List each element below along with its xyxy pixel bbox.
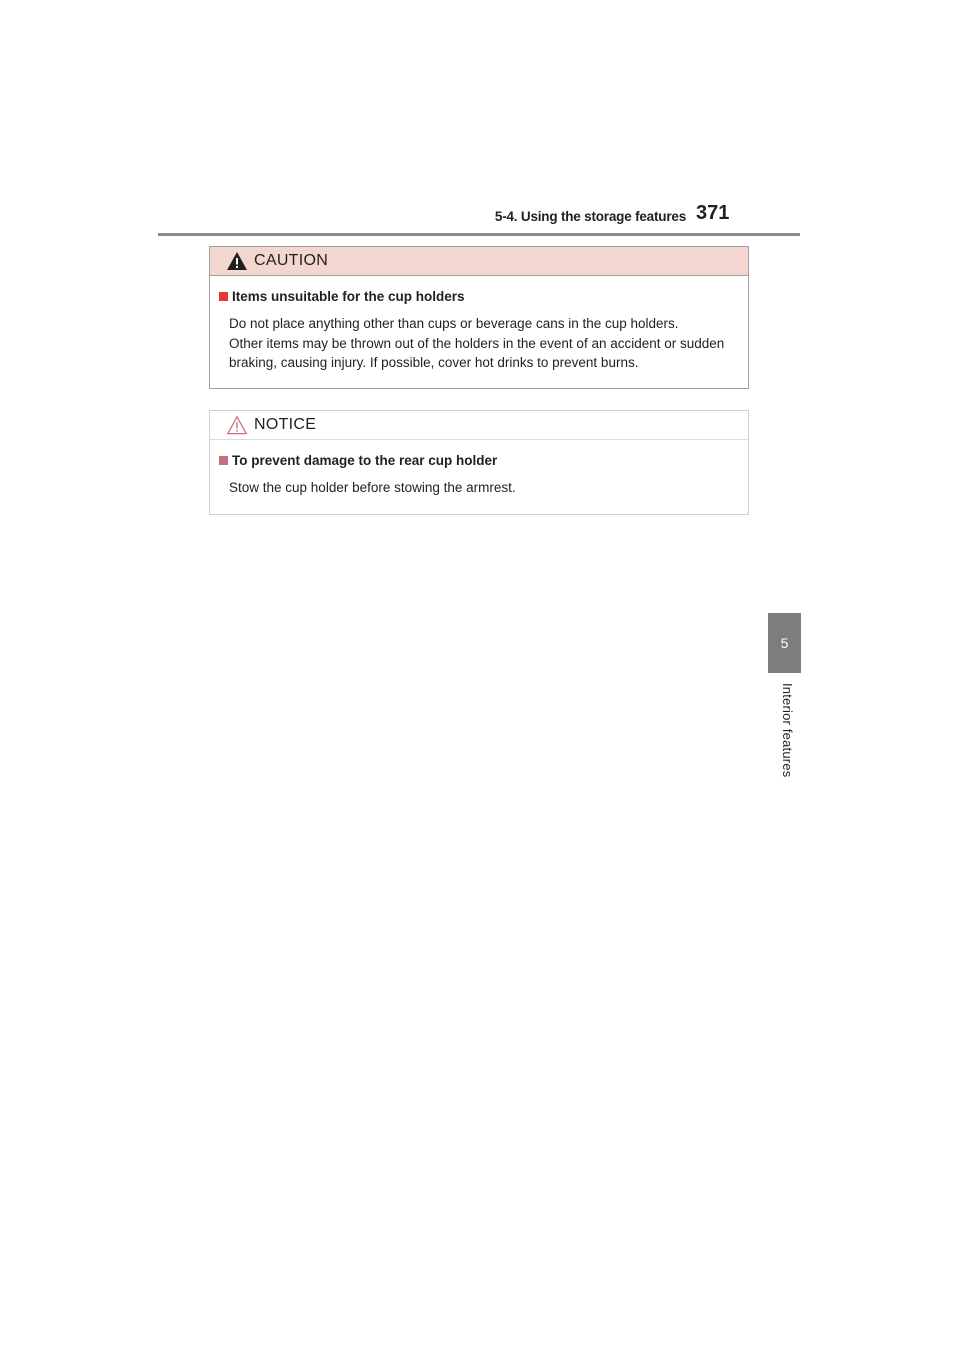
caution-line: Do not place anything other than cups or beverage cans in the cup holders. xyxy=(229,316,679,331)
notice-body xyxy=(210,440,748,498)
notice-item-text xyxy=(229,478,740,498)
notice-box xyxy=(209,410,749,515)
notice-bullet-icon xyxy=(219,456,228,465)
notice-line: Stow the cup holder before stowing the armrest. xyxy=(229,480,516,495)
caution-item-heading xyxy=(219,289,740,304)
notice-item-heading xyxy=(219,453,740,468)
notice-header xyxy=(210,411,748,440)
section-title: 5-4. Using the storage features xyxy=(494,209,686,224)
page-number: 371 xyxy=(696,202,730,224)
caution-body xyxy=(210,276,748,373)
caution-line: Other items may be thrown out of the holders in the event of an accident or sudden xyxy=(229,335,725,351)
caution-item-title: Items unsuitable for the cup holders xyxy=(232,289,465,304)
caution-label: CAUTION xyxy=(254,252,329,269)
notice-label: NOTICE xyxy=(254,416,317,433)
caution-item-text xyxy=(229,314,740,373)
caution-line: braking, causing injury. If possible, cover hot drinks to prevent burns. xyxy=(229,355,639,370)
chapter-label: Interior features xyxy=(780,683,795,778)
warning-triangle-icon xyxy=(226,251,248,271)
caution-bullet-icon xyxy=(219,292,228,301)
caution-box xyxy=(209,246,749,389)
warning-triangle-outline-icon xyxy=(226,415,248,435)
chapter-tab: 5 xyxy=(768,613,801,673)
caution-header xyxy=(210,247,748,276)
notice-item-title: To prevent damage to the rear cup holder xyxy=(232,453,498,468)
header-rule xyxy=(158,233,800,236)
